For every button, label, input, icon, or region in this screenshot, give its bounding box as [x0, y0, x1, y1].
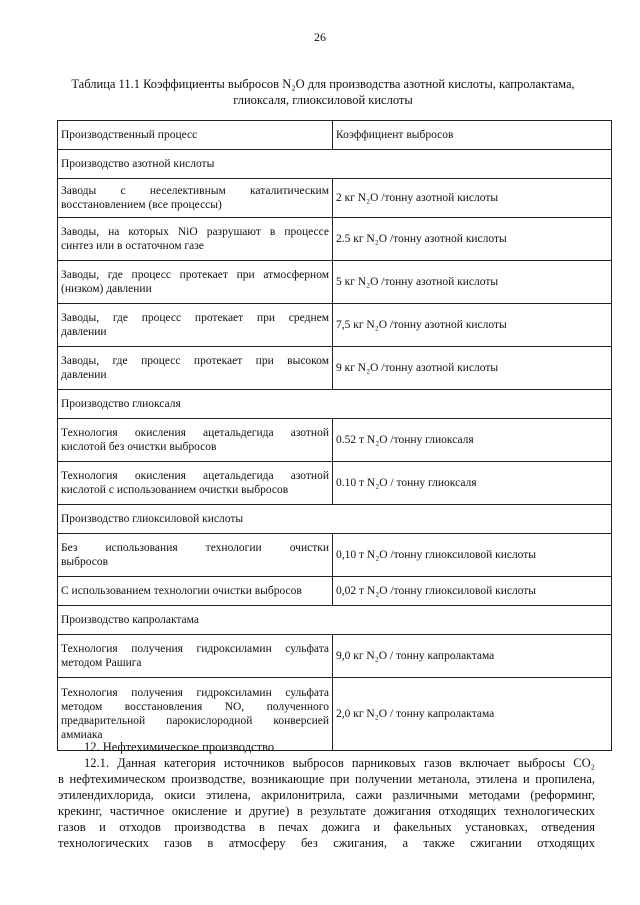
- process-line: Заводы, где процесс протекает при среднем: [61, 312, 329, 324]
- table-title: [58, 76, 588, 108]
- coefficient-cell: 9,0 кг N₂O / тонну капролактама: [333, 635, 612, 678]
- paragraph-line: 12.1. Данная категория источников выбросов парниковых газов включает выбросы CO₂: [84, 756, 595, 770]
- process-cell: [58, 462, 333, 505]
- section-glyoxal: Производство глиоксаля: [58, 390, 612, 419]
- table-row: [58, 577, 612, 606]
- paragraph-line: технологических газов в атмосферу без сжигания, а также сжигании отходящих: [58, 836, 595, 850]
- process-line: Технология получения гидроксиламин сульфата: [61, 643, 329, 655]
- section-glyoxylic-acid: Производство глиоксиловой кислоты: [58, 505, 612, 534]
- header-process: Производственный процесс: [58, 121, 333, 150]
- process-cell: [58, 179, 333, 218]
- section-row: [58, 606, 612, 635]
- table-row: [58, 304, 612, 347]
- coefficient-cell: 9 кг N₂O /тонну азотной кислоты: [333, 347, 612, 390]
- coefficient-cell: 0,10 т N₂O /тонну глиоксиловой кислоты: [333, 534, 612, 577]
- process-line: Технология окисления ацетальдегида азотной: [61, 470, 329, 482]
- paragraph-line: газов и отходов производства в печах дожига и факельных установках, отведения: [58, 820, 595, 834]
- coefficient-cell: 2 кг N₂O /тонну азотной кислоты: [333, 179, 612, 218]
- section-row: [58, 390, 612, 419]
- table-title-line-1: Таблица 11.1 Коэффициенты выбросов N₂O для производства азотной кислоты, капролактама,: [71, 77, 575, 91]
- coefficient-cell: 0.10 т N₂O / тонну глиоксаля: [333, 462, 612, 505]
- page-number: 26: [314, 30, 326, 44]
- process-line: методом восстановления NO, полученного: [61, 701, 329, 713]
- process-line: методом Рашига: [61, 657, 142, 669]
- table-row: [58, 218, 612, 261]
- process-cell: [58, 304, 333, 347]
- process-cell: [58, 635, 333, 678]
- table-row: [58, 179, 612, 218]
- process-line: восстановлением (все процессы): [61, 199, 222, 211]
- paragraph-line: крекинг, частичное окисление и другие) в результате дожигания отходящих технологических: [58, 804, 595, 818]
- table-row: [58, 261, 612, 304]
- section-nitric-acid: Производство азотной кислоты: [58, 150, 612, 179]
- process-line: Заводы, где процесс протекает при атмосферном: [61, 269, 329, 281]
- coefficient-cell: 2.5 кг N₂O /тонну азотной кислоты: [333, 218, 612, 261]
- table-title-line-2: глиоксаля, глиоксиловой кислоты: [233, 93, 413, 107]
- section-12-paragraph: [58, 755, 595, 851]
- process-line: (низком) давлении: [61, 283, 152, 295]
- table-row: [58, 347, 612, 390]
- coefficient-cell: 0,02 т N₂O /тонну глиоксиловой кислоты: [333, 577, 612, 606]
- table-row: [58, 635, 612, 678]
- coefficient-cell: 7,5 кг N₂O /тонну азотной кислоты: [333, 304, 612, 347]
- section-caprolactam: Производство капролактама: [58, 606, 612, 635]
- paragraph-line: этилендихлорида, окиси этилена, акрилонитрила, сажи различными методами (реформинг,: [58, 788, 595, 802]
- process-line: предварительной парокислородной конверсией: [61, 715, 329, 727]
- process-line: аммиака: [61, 729, 103, 741]
- process-cell: [58, 534, 333, 577]
- process-cell: [58, 261, 333, 304]
- process-line: Технология получения гидроксиламин сульфата: [61, 687, 329, 699]
- process-line: Заводы, где процесс протекает при высоком: [61, 355, 329, 367]
- process-cell: [58, 419, 333, 462]
- coefficient-cell: 2,0 кг N₂O / тонну капролактама: [333, 678, 612, 751]
- process-line: Заводы, на которых NiO разрушают в процессе: [61, 226, 329, 238]
- section-row: [58, 150, 612, 179]
- process-line: кислотой без очистки выбросов: [61, 441, 217, 453]
- process-line: давлении: [61, 369, 107, 381]
- coefficient-cell: 0.52 т N₂O /тонну глиоксаля: [333, 419, 612, 462]
- emission-factors-table: [57, 120, 612, 751]
- process-line: синтез или в остаточном газе: [61, 240, 204, 252]
- table-row: [58, 419, 612, 462]
- process-cell: [58, 218, 333, 261]
- process-line: С использованием технологии очистки выбросов: [61, 585, 302, 597]
- process-line: Без использования технологии очистки: [61, 542, 329, 554]
- process-line: Технология окисления ацетальдегида азотной: [61, 427, 329, 439]
- table-row: [58, 534, 612, 577]
- process-line: кислотой с использованием очистки выбросов: [61, 484, 289, 496]
- table-row: [58, 462, 612, 505]
- process-line: давлении: [61, 326, 107, 338]
- table-header-row: [58, 121, 612, 150]
- process-cell: [58, 347, 333, 390]
- process-cell: [58, 577, 333, 606]
- paragraph-line: в нефтехимическом производстве, возникающие при получении метанола, этилена и пропилена,: [58, 772, 595, 786]
- header-coefficient: Коэффициент выбросов: [333, 121, 612, 150]
- process-line: выбросов: [61, 556, 109, 568]
- section-row: [58, 505, 612, 534]
- section-12-heading: 12. Нефтехимическое производство: [84, 740, 275, 754]
- coefficient-cell: 5 кг N₂O /тонну азотной кислоты: [333, 261, 612, 304]
- process-line: Заводы с неселективным каталитическим: [61, 185, 329, 197]
